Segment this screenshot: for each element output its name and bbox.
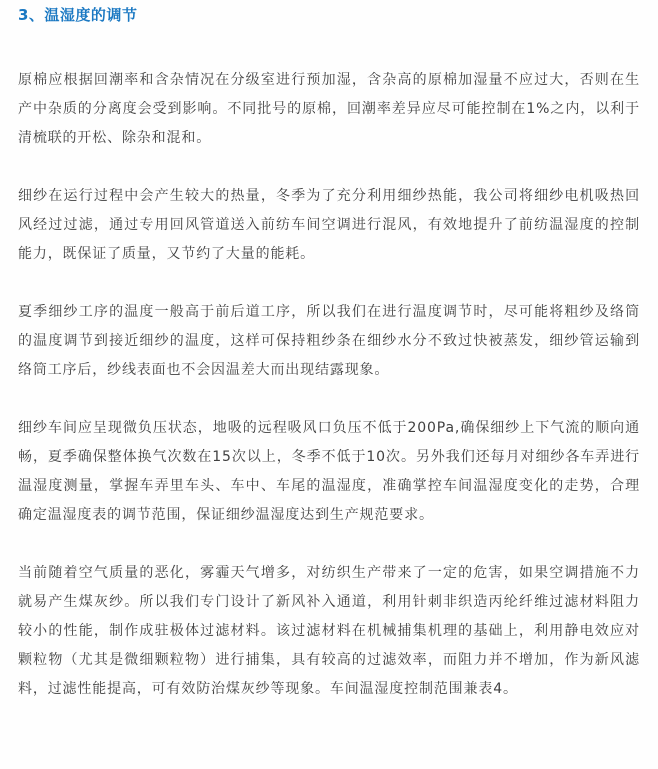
section-title: 3、温湿度的调节 bbox=[18, 6, 138, 24]
paragraph-air-filtration: 当前随着空气质量的恶化，雾霾天气增多，对纺织生产带来了一定的危害，如果空调措施不力就易产生煤灰纱。所以我们专门设计了新风补入通道，利用针刺非织造丙纶纤维过滤材料阻力较小的性能，制作成驻极体过滤材料。该过滤材料在机械捕集机理的基础上，利用静电效应对颗粒物（尤其是微细颗粒物）进行捕集，具有较高的过滤效率，而阻力并不增加，作为新风滤料，过滤性能提高，可有效防治煤灰纱等现象。车间温湿度控制范围兼表4。 bbox=[18, 565, 640, 697]
paragraph-spinning-heat-recovery: 细纱在运行过程中会产生较大的热量，冬季为了充分利用细纱热能，我公司将细纱电机吸热回风经过过滤，通过专用回风管道送入前纺车间空调进行混风，有效地提升了前纺温湿度的控制能力，既保证了质量，又节约了大量的能耗。 bbox=[18, 188, 640, 262]
paragraph-summer-temperature: 夏季细纱工序的温度一般高于前后道工序，所以我们在进行温度调节时，尽可能将粗纱及络筒的温度调节到接近细纱的温度，这样可保持粗纱条在细纱水分不致过快被蒸发，细纱管运输到络筒工序后，纱线表面也不会因温差大而出现结露现象。 bbox=[18, 304, 640, 378]
paragraph-negative-pressure: 细纱车间应呈现微负压状态，地吸的远程吸风口负压不低于200Pa,确保细纱上下气流的顺向通畅，夏季确保整体换气次数在15次以上，冬季不低于10次。另外我们还每月对细纱各车弄进行温湿度测量，掌握车弄里车头、车中、车尾的温湿度，准确掌控车间温湿度变化的走势，合理确定温湿度表的调节范围，保证细纱温湿度达到生产规范要求。 bbox=[18, 420, 640, 523]
paragraph-raw-cotton-humidification: 原棉应根据回潮率和含杂情况在分级室进行预加湿，含杂高的原棉加湿量不应过大，否则在生产中杂质的分离度会受到影响。不同批号的原棉，回潮率差异应尽可能控制在1%之内，以利于清梳联的开松、除杂和混和。 bbox=[18, 72, 640, 146]
